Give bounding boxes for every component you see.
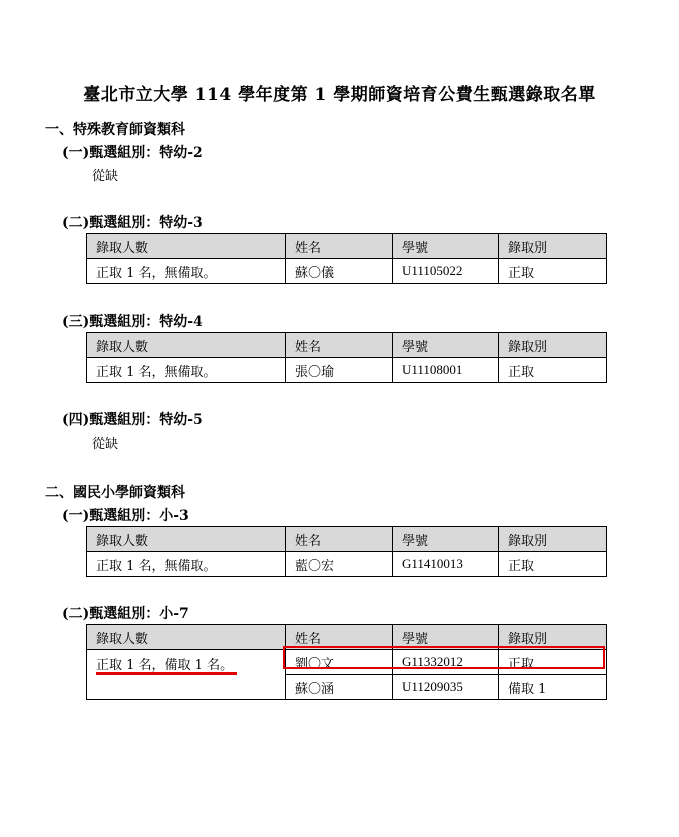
column-header-quota: 錄取人數 (87, 625, 286, 650)
table-row (87, 552, 607, 577)
column-header-admission-type: 錄取別 (499, 625, 607, 650)
student-id-cell: G11332012 (393, 650, 499, 675)
name-cell: 蘇〇涵 (286, 675, 393, 700)
column-header-name: 姓名 (286, 625, 393, 650)
group-label-special-preschool-5: (四)甄選組別：特幼-5 (62, 412, 203, 428)
column-header-student-id: 學號 (393, 234, 499, 259)
column-header-name: 姓名 (286, 234, 393, 259)
name-cell: 藍〇宏 (286, 552, 393, 577)
quota-cell: 正取 1 名，無備取。 (87, 358, 286, 383)
student-id-cell: U11108001 (393, 358, 499, 383)
vacant-text: 從缺 (92, 437, 119, 452)
column-header-student-id: 學號 (393, 527, 499, 552)
section-heading-special-education: 一、特殊教育師資類科 (45, 122, 185, 138)
table-header-row (87, 527, 607, 552)
quota-cell: 正取 1 名，無備取。 (87, 552, 286, 577)
student-id-cell: U11209035 (393, 675, 499, 700)
student-id-cell: U11105022 (393, 259, 499, 284)
group-label-special-preschool-2: (一)甄選組別：特幼-2 (62, 145, 203, 161)
group-label-elementary-7: (二)甄選組別：小-7 (62, 606, 189, 622)
table-row (87, 358, 607, 383)
results-table-special-preschool-3 (86, 233, 607, 284)
table-row (87, 259, 607, 284)
section-heading-elementary: 二、國民小學師資類科 (45, 485, 185, 501)
admission-type-cell: 正取 (499, 552, 607, 577)
admission-type-cell: 正取 (499, 259, 607, 284)
quota-cell: 正取 1 名，無備取。 (87, 259, 286, 284)
highlight-box (283, 646, 605, 669)
name-cell: 張〇瑜 (286, 358, 393, 383)
column-header-student-id: 學號 (393, 333, 499, 358)
admission-type-cell: 備取 1 (499, 675, 607, 700)
group-label-special-preschool-4: (三)甄選組別：特幼-4 (62, 314, 203, 330)
name-cell: 劉〇文 (286, 650, 393, 675)
column-header-name: 姓名 (286, 333, 393, 358)
document-title: 臺北市立大學 114 學年度第 1 學期師資培育公費生甄選錄取名單 (83, 85, 596, 105)
column-header-student-id: 學號 (393, 625, 499, 650)
column-header-admission-type: 錄取別 (499, 333, 607, 358)
highlight-underline (96, 672, 237, 675)
column-header-name: 姓名 (286, 527, 393, 552)
student-id-cell: G11410013 (393, 552, 499, 577)
column-header-admission-type: 錄取別 (499, 234, 607, 259)
column-header-admission-type: 錄取別 (499, 527, 607, 552)
admission-type-cell: 正取 (499, 650, 607, 675)
column-header-quota: 錄取人數 (87, 333, 286, 358)
group-label-special-preschool-3: (二)甄選組別：特幼-3 (62, 215, 203, 231)
results-table-special-preschool-4 (86, 332, 607, 383)
group-label-elementary-3: (一)甄選組別：小-3 (62, 508, 189, 524)
name-cell: 蘇〇儀 (286, 259, 393, 284)
column-header-quota: 錄取人數 (87, 527, 286, 552)
column-header-quota: 錄取人數 (87, 234, 286, 259)
quota-cell: 正取 1 名，備取 1 名。 (87, 650, 286, 700)
vacant-text: 從缺 (92, 169, 119, 184)
results-table-elementary-3 (86, 526, 607, 577)
table-header-row (87, 333, 607, 358)
table-header-row (87, 234, 607, 259)
admission-type-cell: 正取 (499, 358, 607, 383)
